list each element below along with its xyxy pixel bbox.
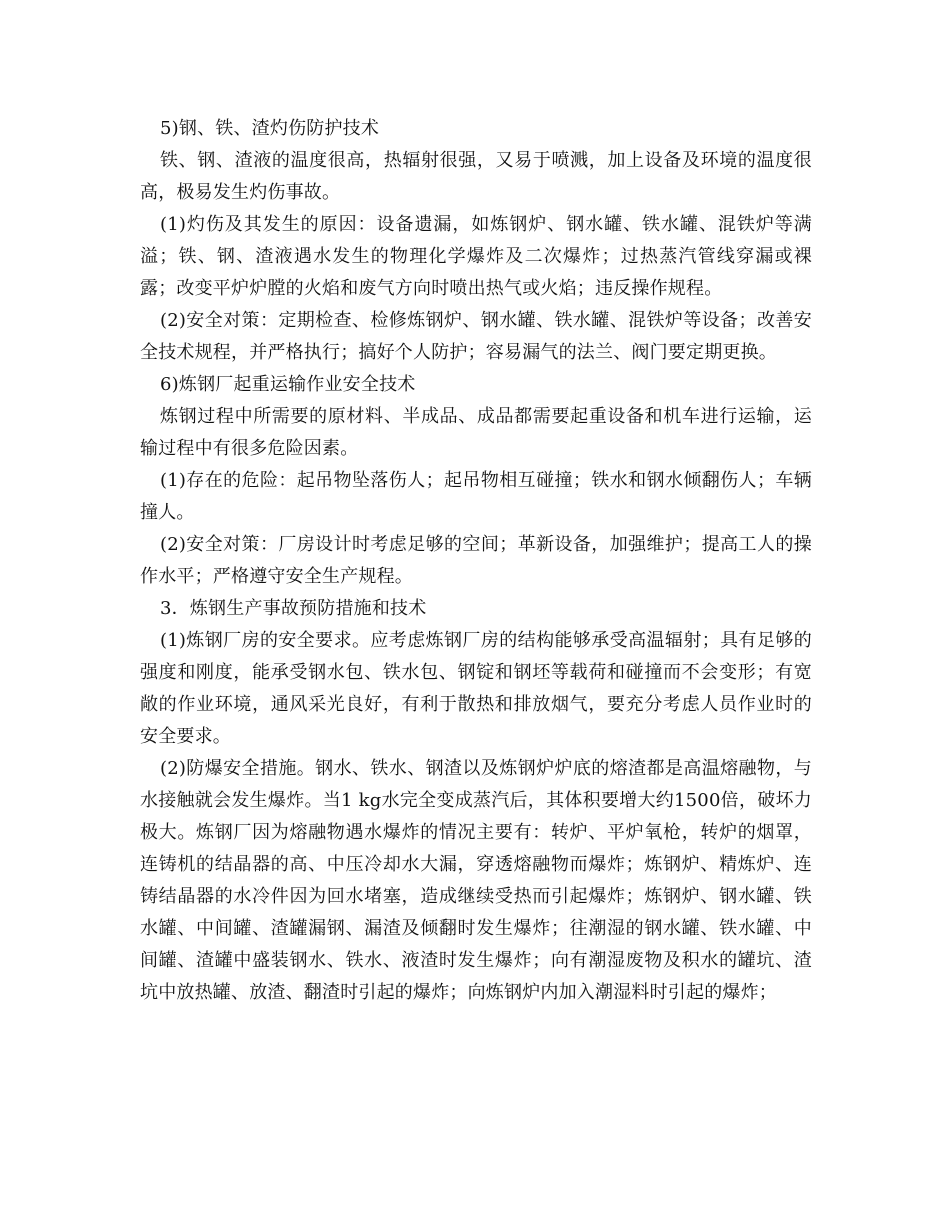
paragraph-lifting-intro: 炼钢过程中所需要的原材料、半成品、成品都需要起重设备和机车进行运输，运输过程中有很多危险因素。 [140, 406, 812, 459]
heading-burn-protection: 5)钢、铁、渣灼伤防护技术 [160, 118, 380, 139]
paragraph-lifting-countermeasures: (2)安全对策：厂房设计时考虑足够的空间；革新设备，加强维护；提高工人的操作水平；严格遵守安全生产规程。 [140, 534, 812, 587]
document-body [140, 113, 812, 1009]
paragraph-burn-causes: (1)灼伤及其发生的原因：设备遗漏，如炼钢炉、钢水罐、铁水罐、混铁炉等满溢；铁、钢、渣液遇水发生的物理化学爆炸及二次爆炸；过热蒸汽管线穿漏或裸露；改变平炉炉膛的火焰和废气方向时喷出热气或火焰；违反操作规程。 [140, 214, 812, 299]
paragraph-explosion-prevention: (2)防爆安全措施。钢水、铁水、钢渣以及炼钢炉炉底的熔渣都是高温熔融物，与水接触就会发生爆炸。当1 kg水完全变成蒸汽后，其体积要增大约1500倍，破坏力极大。炼钢厂因为熔融物遇水爆炸的情况主要有：转炉、平炉氧枪，转炉的烟罩，连铸机的结晶器的高、中压冷却水大漏，穿透熔融物而爆炸；炼钢炉、精炼炉、连铸结晶器的水冷件因为回水堵塞，造成继续受热而引起爆炸；炼钢炉、钢水罐、铁水罐、中间罐、渣罐漏钢、漏渣及倾翻时发生爆炸；往潮湿的钢水罐、铁水罐、中间罐、渣罐中盛装钢水、铁水、液渣时发生爆炸；向有潮湿废物及积水的罐坑、渣坑中放热罐、放渣、翻渣时引起的爆炸；向炼钢炉内加入潮湿料时引起的爆炸； [140, 758, 812, 1003]
paragraph-lifting-hazards: (1)存在的危险：起吊物坠落伤人；起吊物相互碰撞；铁水和钢水倾翻伤人；车辆撞人。 [140, 470, 812, 523]
heading-accident-prevention: 3．炼钢生产事故预防措施和技术 [160, 598, 427, 619]
paragraph-burn-countermeasures: (2)安全对策：定期检查、检修炼钢炉、钢水罐、铁水罐、混铁炉等设备；改善安全技术规程，并严格执行；搞好个人防护；容易漏气的法兰、阀门要定期更换。 [140, 310, 812, 363]
paragraph-plant-safety: (1)炼钢厂房的安全要求。应考虑炼钢厂房的结构能够承受高温辐射；具有足够的强度和刚度，能承受钢水包、铁水包、钢锭和钢坯等载荷和碰撞而不会变形；有宽敞的作业环境，通风采光良好，有利于散热和排放烟气，要充分考虑人员作业时的安全要求。 [140, 630, 812, 747]
paragraph-burn-intro: 铁、钢、渣液的温度很高，热辐射很强，又易于喷溅，加上设备及环境的温度很高，极易发生灼伤事故。 [140, 150, 812, 203]
heading-lifting-transport: 6)炼钢厂起重运输作业安全技术 [160, 374, 416, 395]
